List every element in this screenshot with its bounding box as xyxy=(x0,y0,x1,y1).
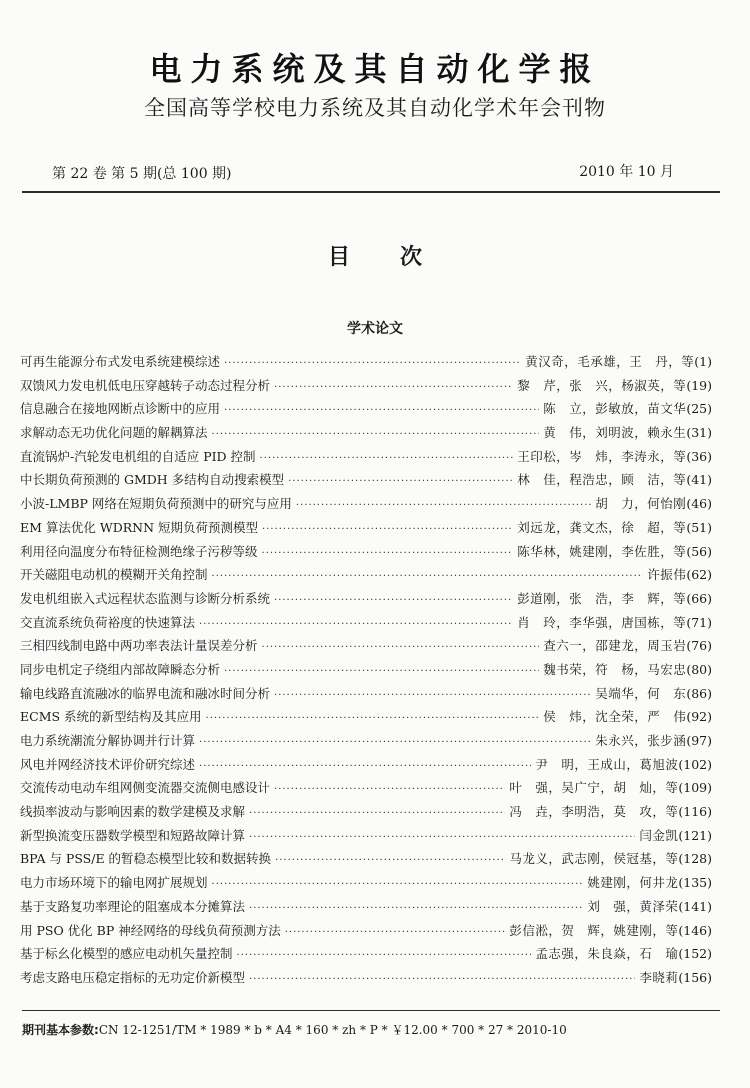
entry-title: 直流锅炉-汽轮发电机组的自适应 PID 控制 xyxy=(20,448,256,464)
toc-entry[interactable] xyxy=(20,776,712,800)
entry-authors: 彭道刚，张 浩，李 辉，等 xyxy=(517,590,687,606)
toc-entry[interactable] xyxy=(20,847,712,871)
entry-title: 新型换流变压器数学模型和短路故障计算 xyxy=(20,827,246,843)
entry-authors: 王印松，岑 炜，李涛永，等 xyxy=(517,448,687,464)
entry-authors: 朱永兴，张步涵 xyxy=(595,733,687,748)
entry-title: 交流传动电动车组网侧变流器交流侧电感设计 xyxy=(20,780,271,796)
entry-authors: 彭信淞，贺 辉，姚建刚，等 xyxy=(509,922,679,938)
dot-leader xyxy=(237,944,532,968)
entry-page: ( 109 ) xyxy=(678,776,712,800)
dot-leader xyxy=(249,802,505,826)
entry-page: ( 62 ) xyxy=(686,563,712,587)
toc-entry[interactable] xyxy=(20,824,712,848)
entry-page: ( 46 ) xyxy=(686,492,712,516)
entry-title: 利用径向温度分布特征检测绝缘子污秽等级 xyxy=(20,543,258,559)
entry-page: ( 152 ) xyxy=(678,942,712,966)
journal-params-label: 期刊基本参数: xyxy=(22,1023,99,1037)
entry-page: ( 141 ) xyxy=(678,895,712,919)
entry-authors: 闫金凯 xyxy=(639,827,679,843)
toc-entry[interactable] xyxy=(20,468,712,492)
entry-page: ( 76 ) xyxy=(686,634,712,658)
entry-authors: 侯 炜，沈全荣，严 伟 xyxy=(543,709,687,725)
dot-leader xyxy=(206,707,540,731)
toc-entry[interactable] xyxy=(20,350,712,374)
entry-page: ( 66 ) xyxy=(686,587,712,611)
issue-date: 2010 年 10 月 xyxy=(579,164,674,180)
entry-title: 三相四线制电路中两功率表法计量误差分析 xyxy=(20,638,258,654)
entry-page: ( 71 ) xyxy=(686,611,712,635)
entry-authors: 李晓莉 xyxy=(639,969,679,985)
toc-title-char-1: 目 xyxy=(327,245,350,270)
toc-entry[interactable] xyxy=(20,895,712,919)
toc-entry[interactable] xyxy=(20,658,712,682)
dot-leader xyxy=(296,494,591,518)
entry-authors: 刘远龙，龚文杰，徐 超，等 xyxy=(517,519,687,535)
entry-title: 同步电机定子绕组内部故障瞬态分析 xyxy=(20,661,221,677)
toc-entry[interactable] xyxy=(20,421,712,445)
entry-page: ( 1 ) xyxy=(694,350,712,374)
entry-page: ( 156 ) xyxy=(678,966,712,990)
entry-page: ( 25 ) xyxy=(686,397,712,421)
toc-entry[interactable] xyxy=(20,587,712,611)
entry-authors: 刘 强，黄泽荣 xyxy=(587,898,679,914)
entry-authors: 马龙义，武志刚，侯冠基，等 xyxy=(509,851,679,867)
toc-entry[interactable] xyxy=(20,516,712,540)
entry-title: 开关磁阻电动机的模糊开关角控制 xyxy=(20,567,208,583)
entry-page: ( 80 ) xyxy=(686,658,712,682)
toc-entry[interactable] xyxy=(20,966,712,990)
entry-authors: 查六一，邵建龙，周玉岩 xyxy=(543,638,687,654)
entry-page: ( 51 ) xyxy=(686,516,712,540)
toc-entry[interactable] xyxy=(20,705,712,729)
entry-authors: 许振伟 xyxy=(647,567,687,583)
entry-page: ( 102 ) xyxy=(678,753,712,777)
dot-leader xyxy=(285,921,506,945)
dot-leader xyxy=(249,826,635,850)
entry-authors: 陈 立，彭敏放，苗文华 xyxy=(543,401,687,417)
entry-page: ( 116 ) xyxy=(678,800,712,824)
issue-info: 第 22 卷 第 5 期(总 100 期) xyxy=(52,166,232,182)
entry-title: 线损率波动与影响因素的数学建模及求解 xyxy=(20,804,246,820)
toc-entry[interactable] xyxy=(20,374,712,398)
entry-authors: 胡 力，何怡刚 xyxy=(595,496,687,512)
dot-leader xyxy=(262,636,540,660)
journal-title: 电力系统及其自动化学报 xyxy=(149,50,601,88)
entry-title: ECMS 系统的新型结构及其应用 xyxy=(20,709,202,725)
toc-entry[interactable] xyxy=(20,445,712,469)
dot-leader xyxy=(274,778,505,802)
toc-entry[interactable] xyxy=(20,871,712,895)
entry-authors: 肖 玲，李华强，唐国栋，等 xyxy=(517,614,687,630)
dot-leader xyxy=(212,565,644,589)
dot-leader xyxy=(224,660,539,684)
toc-title-char-2: 次 xyxy=(400,245,423,270)
entry-page: ( 36 ) xyxy=(686,445,712,469)
dot-leader xyxy=(199,755,531,779)
toc-list xyxy=(20,350,712,990)
entry-authors: 魏书荣，符 杨，马宏忠 xyxy=(543,661,687,677)
dot-leader xyxy=(224,399,539,423)
entry-authors: 黄汉奇，毛承雄，王 丹，等 xyxy=(525,354,695,369)
entry-title: 小波-LMBP 网络在短期负荷预测中的研究与应用 xyxy=(20,496,292,512)
dot-leader xyxy=(199,613,513,637)
entry-title: 求解动态无功优化问题的解耦算法 xyxy=(20,425,208,441)
entry-title: 基于支路复功率理论的阻塞成本分摊算法 xyxy=(20,898,246,914)
entry-page: ( 31 ) xyxy=(686,421,712,445)
toc-entry[interactable] xyxy=(20,397,712,421)
entry-authors: 叶 强，吴广宁，胡 灿，等 xyxy=(509,780,679,796)
toc-entry[interactable] xyxy=(20,563,712,587)
entry-authors: 黎 芹，张 兴，杨淑英，等 xyxy=(517,377,687,393)
entry-title: 可再生能源分布式发电系统建模综述 xyxy=(20,354,221,369)
entry-title: BPA 与 PSS/E 的暂稳态模型比较和数据转换 xyxy=(20,851,272,867)
journal-subtitle: 全国高等学校电力系统及其自动化学术年会刊物 xyxy=(144,96,606,120)
entry-page: ( 135 ) xyxy=(678,871,712,895)
entry-page: ( 19 ) xyxy=(686,374,712,398)
entry-title: 交直流系统负荷裕度的快速算法 xyxy=(20,614,196,630)
dot-leader xyxy=(249,897,583,921)
dot-leader xyxy=(262,518,513,542)
entry-title: 基于标幺化模型的感应电动机矢量控制 xyxy=(20,946,233,962)
entry-title: 电力市场环境下的输电网扩展规划 xyxy=(20,875,208,891)
dot-leader xyxy=(249,968,635,992)
entry-authors: 孟志强，朱良焱，石 瑜 xyxy=(535,946,679,962)
dot-leader xyxy=(212,423,540,447)
entry-title: 信息融合在接地网断点诊断中的应用 xyxy=(20,401,221,417)
dot-leader xyxy=(224,352,521,376)
entry-authors: 姚建刚，何井龙 xyxy=(587,875,679,891)
entry-page: ( 92 ) xyxy=(686,705,712,729)
entry-page: ( 97 ) xyxy=(686,729,712,753)
entry-title: 中长期负荷预测的 GMDH 多结构自动搜索模型 xyxy=(20,472,285,488)
header-divider xyxy=(22,191,720,193)
dot-leader xyxy=(288,470,513,494)
toc-entry[interactable] xyxy=(20,611,712,635)
toc-entry[interactable] xyxy=(20,729,712,753)
dot-leader xyxy=(274,684,591,708)
toc-entry[interactable] xyxy=(20,800,712,824)
entry-authors: 冯 垚，李明浩，莫 攻，等 xyxy=(509,804,679,820)
dot-leader xyxy=(212,873,584,897)
entry-authors: 陈华林，姚建刚，李佐胜，等 xyxy=(517,543,687,559)
journal-params-value: CN 12-1251/TM * 1989 * b * A4 * 160 * zh * P * ￥12.00 * 700 * 27 * 2010-10 xyxy=(98,1023,567,1037)
entry-authors: 黄 伟，刘明波，赖永生 xyxy=(543,425,687,441)
toc-entry[interactable] xyxy=(20,634,712,658)
entry-page: ( 56 ) xyxy=(686,540,712,564)
dot-leader xyxy=(262,542,514,566)
entry-title: EM 算法优化 WDRNN 短期负荷预测模型 xyxy=(20,519,259,535)
entry-title: 风电并网经济技术评价研究综述 xyxy=(20,756,196,772)
toc-title xyxy=(0,240,750,271)
toc-entry[interactable] xyxy=(20,942,712,966)
toc-entry[interactable] xyxy=(20,753,712,777)
entry-authors: 尹 明，王成山，葛旭波 xyxy=(535,756,679,772)
entry-page: ( 41 ) xyxy=(686,468,712,492)
toc-entry[interactable] xyxy=(20,682,712,706)
entry-authors: 吴端华，何 东 xyxy=(595,685,687,701)
entry-title: 用 PSO 优化 BP 神经网络的母线负荷预测方法 xyxy=(20,922,281,938)
entry-page: ( 121 ) xyxy=(678,824,712,848)
entry-title: 输电线路直流融冰的临界电流和融冰时间分析 xyxy=(20,685,271,701)
dot-leader xyxy=(274,589,513,613)
entry-title: 双馈风力发电机低电压穿越转子动态过程分析 xyxy=(20,377,271,393)
toc-entry[interactable] xyxy=(20,919,712,943)
entry-authors: 林 佳，程浩忠，顾 洁，等 xyxy=(517,472,687,488)
dot-leader xyxy=(275,849,505,873)
toc-entry[interactable] xyxy=(20,540,712,564)
entry-page: ( 146 ) xyxy=(678,919,712,943)
toc-entry[interactable] xyxy=(20,492,712,516)
entry-title: 考虑支路电压稳定指标的无功定价新模型 xyxy=(20,969,246,985)
entry-title: 发电机组嵌入式远程状态监测与诊断分析系统 xyxy=(20,590,271,606)
entry-page: ( 128 ) xyxy=(678,847,712,871)
dot-leader xyxy=(199,731,591,755)
entry-page: ( 86 ) xyxy=(686,682,712,706)
dot-leader xyxy=(274,376,513,400)
dot-leader xyxy=(260,447,514,471)
section-heading: 学术论文 xyxy=(347,321,403,337)
journal-params xyxy=(22,1021,567,1038)
footer-divider xyxy=(22,1010,720,1011)
entry-title: 电力系统潮流分解协调并行计算 xyxy=(20,733,196,748)
